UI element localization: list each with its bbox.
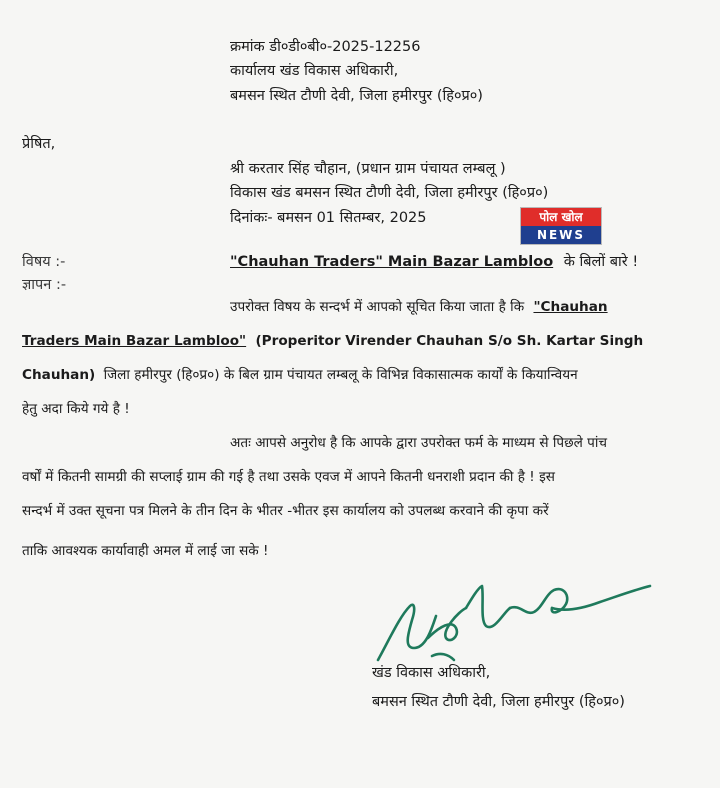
para1-line4: हेतु अदा किये गये है ! (22, 401, 130, 417)
para2-line2: वर्षों में कितनी सामग्री की सप्लाई ग्राम की गई है तथा उसके एवज में आपने कितनी धनराशी प्रदान की है ! इस (22, 469, 555, 485)
para1-surname: Chauhan) (22, 367, 96, 383)
subject-firm: "Chauhan Traders" Main Bazar Lambloo (230, 254, 554, 270)
reference-number: क्रमांक डी०डी०बी०-2025-12256 (230, 39, 421, 55)
signature-scribble (370, 568, 670, 678)
office-address: बमसन स्थित टौणी देवी, जिला हमीरपुर (हि०प्र०) (230, 88, 483, 104)
recipient-name: श्री करतार सिंह चौहान, (प्रधान ग्राम पंचायत लम्बलू ) (230, 161, 506, 177)
recipient-address: विकास खंड बमसन स्थित टौणी देवी, जिला हमीरपुर (हि०प्र०) (230, 185, 549, 201)
para1-firm-end: Traders Main Bazar Lambloo" (22, 333, 247, 349)
subject-label: विषय :- (22, 254, 66, 270)
signatory-address: बमसन स्थित टौणी देवी, जिला हमीरपुर (हि०प्र०) (372, 694, 625, 710)
para2-line1: अतः आपसे अनुरोध है कि आपके द्वारा उपरोक्त फर्म के माध्यम से पिछले पांच (230, 435, 608, 451)
para2-line3: सन्दर्भ में उक्त सूचना पत्र मिलने के तीन दिन के भीतर -भीतर इस कार्यालय को उपलब्ध करवाने की कृपा करें (22, 503, 549, 519)
para1-intro: उपरोक्त विषय के सन्दर्भ में आपको सूचित किया जाता है कि (230, 299, 525, 315)
signatory-title: खंड विकास अधिकारी, (372, 665, 491, 681)
date-line: दिनांकः- बमसन 01 सितम्बर, 2025 (230, 210, 427, 226)
logo-top-text: पोल खोल (521, 208, 601, 226)
pol-khol-news-logo (521, 208, 601, 244)
to-label: प्रेषित, (22, 136, 56, 152)
para1-line2 (22, 332, 643, 350)
logo-bottom-text: NEWS (521, 226, 601, 244)
memo-label: ज्ञापन :- (22, 277, 67, 293)
para1-bill-text: जिला हमीरपुर (हि०प्र०) के बिल ग्राम पंचायत लम्बलू के विभिन्न विकासात्मक कार्यों के कियान्वियन (103, 367, 578, 383)
para1-line1 (230, 298, 608, 316)
para2-line4: ताकि आवश्यक कार्यावाही अमल में लाई जा सके ! (22, 543, 269, 559)
para1-line3 (22, 366, 578, 384)
para1-firm-start: "Chauhan (533, 299, 608, 315)
para1-proprietor: (Properitor Virender Chauhan S/o Sh. Kartar Singh (255, 333, 644, 349)
subject-line (230, 253, 638, 271)
subject-tail: के बिलों बारे ! (563, 254, 639, 270)
office-name: कार्यालय खंड विकास अधिकारी, (230, 63, 399, 79)
